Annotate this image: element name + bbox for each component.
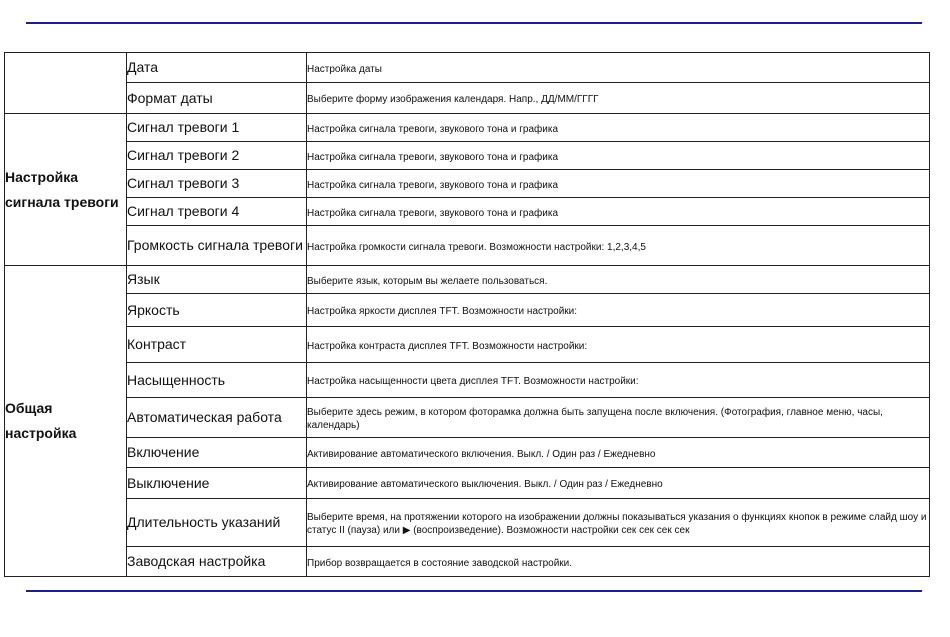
setting-description: Настройка сигнала тревоги, звукового тона и графика (307, 114, 930, 142)
table-row (5, 53, 930, 83)
empty-group-cell (5, 53, 127, 114)
table-row (5, 294, 930, 327)
table-row (5, 398, 930, 438)
table-row (5, 363, 930, 398)
table-row (5, 266, 930, 294)
bottom-rule (26, 590, 922, 592)
top-rule (26, 22, 922, 24)
setting-name: Насыщенность (127, 363, 307, 398)
table-row (5, 114, 930, 142)
table-row (5, 468, 930, 499)
table-row (5, 438, 930, 468)
setting-description: Настройка яркости дисплея TFT. Возможности настройки: (307, 294, 930, 327)
setting-name: Длительность указаний (127, 499, 307, 547)
setting-name: Заводская настройка (127, 547, 307, 577)
settings-table (4, 52, 930, 577)
table-row (5, 499, 930, 547)
group-label-general: Общая настройка (5, 266, 127, 577)
setting-description: Настройка сигнала тревоги, звукового тона и графика (307, 198, 930, 226)
setting-description: Активирование автоматического выключения. Выкл. / Один раз / Ежедневно (307, 468, 930, 499)
setting-description: Выберите язык, которым вы желаете пользоваться. (307, 266, 930, 294)
setting-description: Настройка громкости сигнала тревоги. Возможности настройки: 1,2,3,4,5 (307, 226, 930, 266)
setting-description: Настройка насыщенности цвета дисплея TFT. Возможности настройки: (307, 363, 930, 398)
setting-name: Яркость (127, 294, 307, 327)
setting-name: Выключение (127, 468, 307, 499)
setting-description: Настройка контраста дисплея TFT. Возможности настройки: (307, 327, 930, 363)
setting-name: Формат даты (127, 83, 307, 114)
table-row (5, 142, 930, 170)
group-label-alarm: Настройка сигнала тревоги (5, 114, 127, 266)
setting-description: Выберите форму изображения календаря. Напр., ДД/ММ/ГГГГ (307, 83, 930, 114)
setting-name: Громкость сигнала тревоги (127, 226, 307, 266)
setting-name: Автоматическая работа (127, 398, 307, 438)
table-row (5, 547, 930, 577)
table-row (5, 198, 930, 226)
setting-description: Настройка сигнала тревоги, звукового тона и графика (307, 170, 930, 198)
setting-name: Язык (127, 266, 307, 294)
setting-description: Прибор возвращается в состояние заводской настройки. (307, 547, 930, 577)
table-row (5, 226, 930, 266)
table-row (5, 170, 930, 198)
table-row (5, 327, 930, 363)
setting-name: Сигнал тревоги 4 (127, 198, 307, 226)
setting-description: Настройка сигнала тревоги, звукового тона и графика (307, 142, 930, 170)
setting-description: Выберите здесь режим, в котором фоторамка должна быть запущена после включения. (Фотография, главное меню, часы, календарь) (307, 398, 930, 438)
setting-name: Сигнал тревоги 1 (127, 114, 307, 142)
setting-description: Активирование автоматического включения. Выкл. / Один раз / Ежедневно (307, 438, 930, 468)
setting-name: Контраст (127, 327, 307, 363)
setting-name: Сигнал тревоги 2 (127, 142, 307, 170)
setting-description: Выберите время, на протяжении которого на изображении должны показываться указания о функциях кнопок в режиме слайд шоу и статус II (пауза) или ▶ (воспроизведение). Возможности настройки сек сек сек сек (307, 499, 930, 547)
setting-name: Дата (127, 53, 307, 83)
table-row (5, 83, 930, 114)
setting-description: Настройка даты (307, 53, 930, 83)
setting-name: Включение (127, 438, 307, 468)
setting-name: Сигнал тревоги 3 (127, 170, 307, 198)
